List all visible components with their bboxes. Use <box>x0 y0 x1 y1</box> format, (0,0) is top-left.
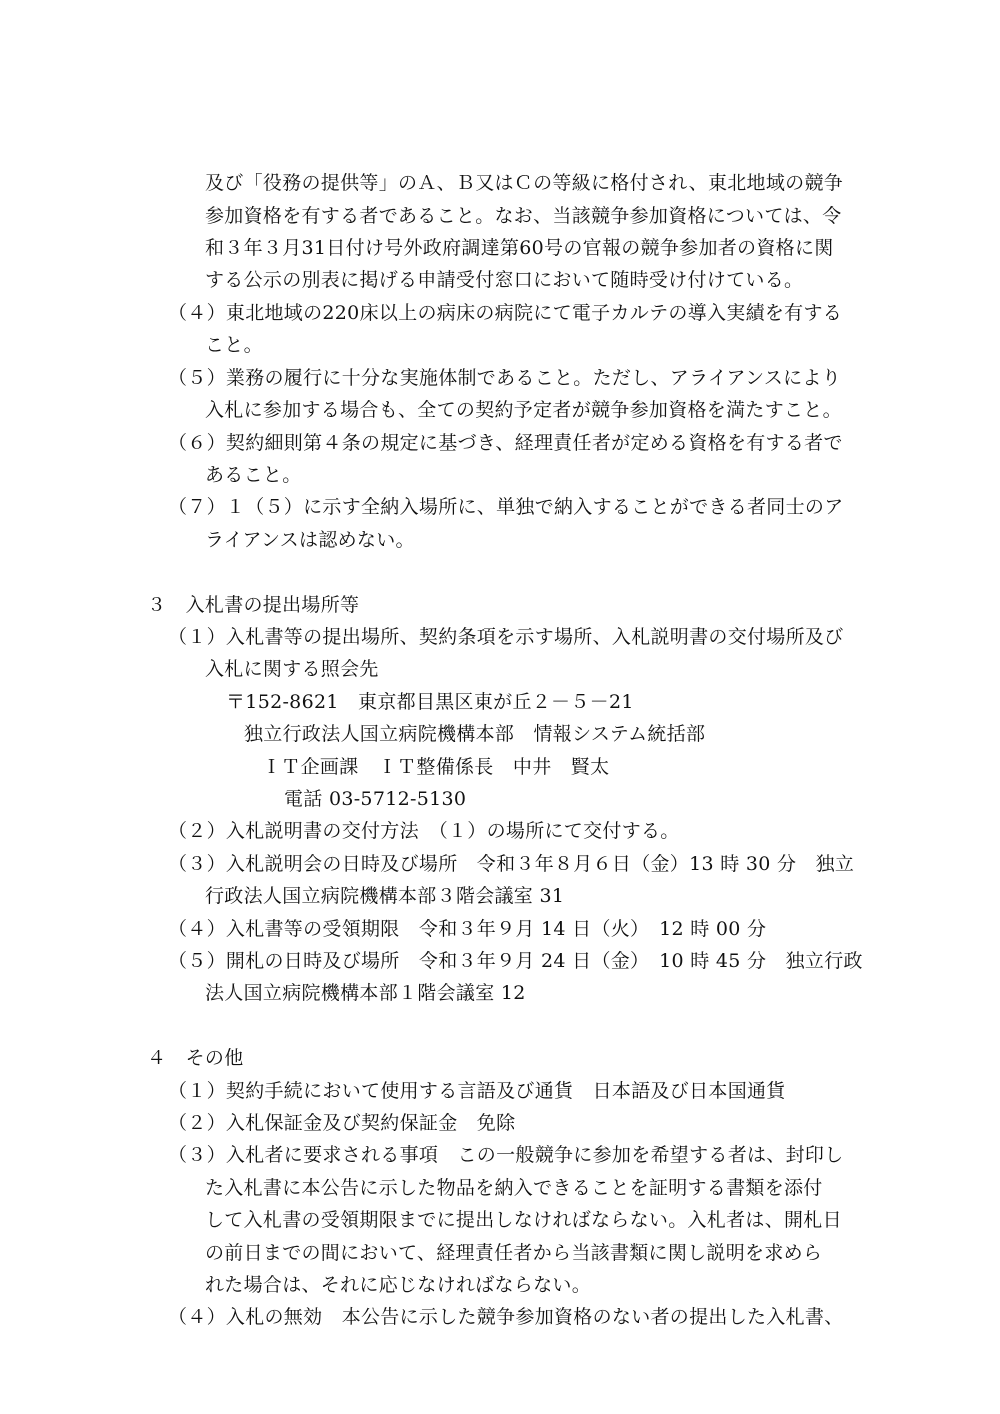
list-item: （３）入札説明会の日時及び場所 令和３年８月６日（金）13 時 30 分 独立 <box>168 853 855 875</box>
paragraph-line: 参加資格を有する者であること。なお、当該競争参加資格については、令 <box>205 205 842 227</box>
list-item-continuation: 法人国立病院機構本部１階会議室 12 <box>205 982 526 1004</box>
list-item: （４）入札書等の受領期限 令和３年９月 14 日（火） 12 時 00 分 <box>168 918 767 940</box>
list-item: （３）入札者に要求される事項 この一般競争に参加を希望する者は、封印し <box>168 1144 844 1166</box>
list-item-continuation: た入札書に本公告に示した物品を納入できることを証明する書類を添付 <box>205 1177 823 1199</box>
list-item: （５）開札の日時及び場所 令和３年９月 24 日（金） 10 時 45 分 独立行政 <box>168 950 863 972</box>
paragraph-line: 和３年３月31日付け号外政府調達第60号の官報の競争参加者の資格に関 <box>205 237 834 259</box>
list-item: （２）入札保証金及び契約保証金 免除 <box>168 1112 516 1134</box>
list-item: （４）入札の無効 本公告に示した競争参加資格のない者の提出した入札書、 <box>168 1306 844 1328</box>
list-item: （７）１（５）に示す全納入場所に、単独で納入することができる者同士のア <box>168 496 844 518</box>
list-item: （６）契約細則第４条の規定に基づき、経理責任者が定める資格を有する者で <box>168 432 843 454</box>
list-item-continuation: して入札書の受領期限までに提出しなければならない。入札者は、開札日 <box>205 1209 842 1231</box>
section-heading: ３ 入札書の提出場所等 <box>147 594 360 616</box>
list-item-continuation: こと。 <box>205 334 263 356</box>
list-item-continuation: れた場合は、それに応じなければならない。 <box>205 1274 592 1296</box>
paragraph-line: する公示の別表に掲げる申請受付窓口において随時受け付けている。 <box>205 269 804 291</box>
address-contact: ＩＴ企画課 ＩＴ整備係長 中井 賢太 <box>262 756 610 778</box>
list-item: （１）契約手続において使用する言語及び通貨 日本語及び日本国通貨 <box>168 1080 786 1102</box>
list-item-continuation: 行政法人国立病院機構本部３階会議室 31 <box>205 885 565 907</box>
list-item: （２）入札説明書の交付方法 （１）の場所にて交付する。 <box>168 820 680 842</box>
address-phone: 電話 03-5712-5130 <box>284 788 467 810</box>
list-item-continuation: ライアンスは認めない。 <box>205 529 415 551</box>
list-item-continuation: 入札に参加する場合も、全ての契約予定者が競争参加資格を満たすこと。 <box>205 399 842 421</box>
address-postal: 〒152-8621 東京都目黒区東が丘２－５－21 <box>226 691 634 713</box>
list-item: （５）業務の履行に十分な実施体制であること。ただし、アライアンスにより <box>168 367 842 389</box>
list-item-continuation: 入札に関する照会先 <box>205 658 379 680</box>
list-item-continuation: の前日までの間において、経理責任者から当該書類に関し説明を求めら <box>205 1242 823 1264</box>
paragraph-line: 及び「役務の提供等」のＡ、Ｂ又はＣの等級に格付され、東北地域の競争 <box>205 172 844 194</box>
list-item: （４）東北地域の220床以上の病床の病院にて電子カルテの導入実績を有する <box>168 302 843 324</box>
list-item: （１）入札書等の提出場所、契約条項を示す場所、入札説明書の交付場所及び <box>168 626 844 648</box>
list-item-continuation: あること。 <box>205 464 302 486</box>
address-organization: 独立行政法人国立病院機構本部 情報システム統括部 <box>244 723 706 745</box>
section-heading: ４ その他 <box>147 1047 244 1069</box>
